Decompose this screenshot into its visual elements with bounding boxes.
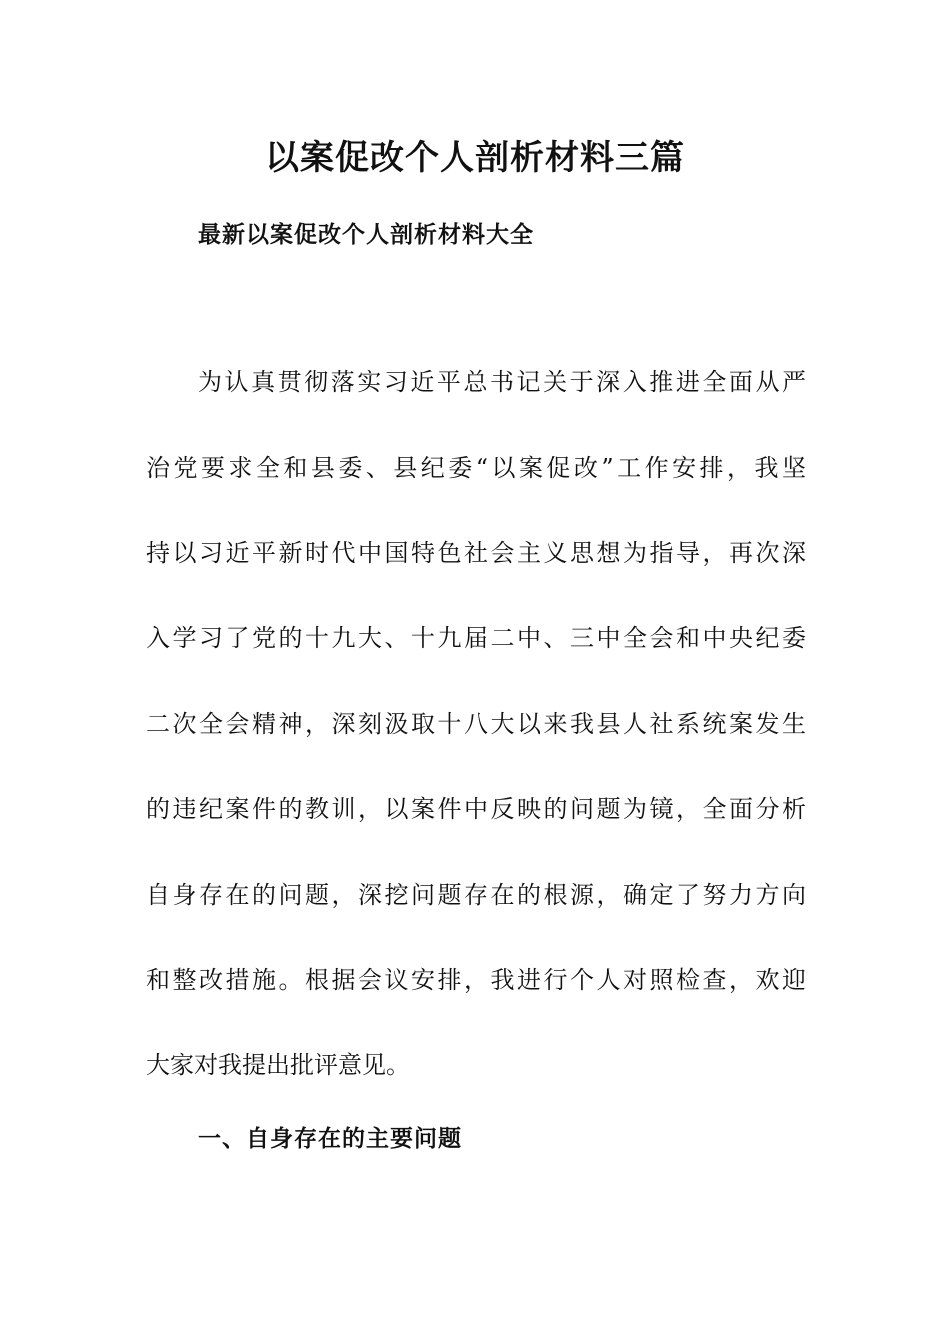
paragraph-line: 和整改措施。根据会议安排，我进行个人对照检查，欢迎 <box>146 966 806 994</box>
paragraph-line: 持以习近平新时代中国特色社会主义思想为指导，再次深 <box>146 539 806 567</box>
section-heading: 一、自身存在的主要问题 <box>198 1126 462 1152</box>
paragraph-line: 为认真贯彻落实习近平总书记关于深入推进全面从严 <box>198 368 806 396</box>
paragraph-line: 的违纪案件的教训，以案件中反映的问题为镜，全面分析 <box>146 795 806 823</box>
paragraph-line: 二次全会精神，深刻汲取十八大以来我县人社系统案发生 <box>146 710 806 738</box>
paragraph-line: 自身存在的问题，深挖问题存在的根源，确定了努力方向 <box>146 881 806 909</box>
document-title: 以案促改个人剖析材料三篇 <box>265 138 685 178</box>
paragraph-line: 入学习了党的十九大、十九届二中、三中全会和中央纪委 <box>146 624 806 652</box>
paragraph-line: 治党要求全和县委、县纪委“以案促改”工作安排，我坚 <box>146 454 806 482</box>
paragraph-line: 大家对我提出批评意见。 <box>146 1051 410 1079</box>
document-subtitle: 最新以案促改个人剖析材料大全 <box>198 222 534 248</box>
